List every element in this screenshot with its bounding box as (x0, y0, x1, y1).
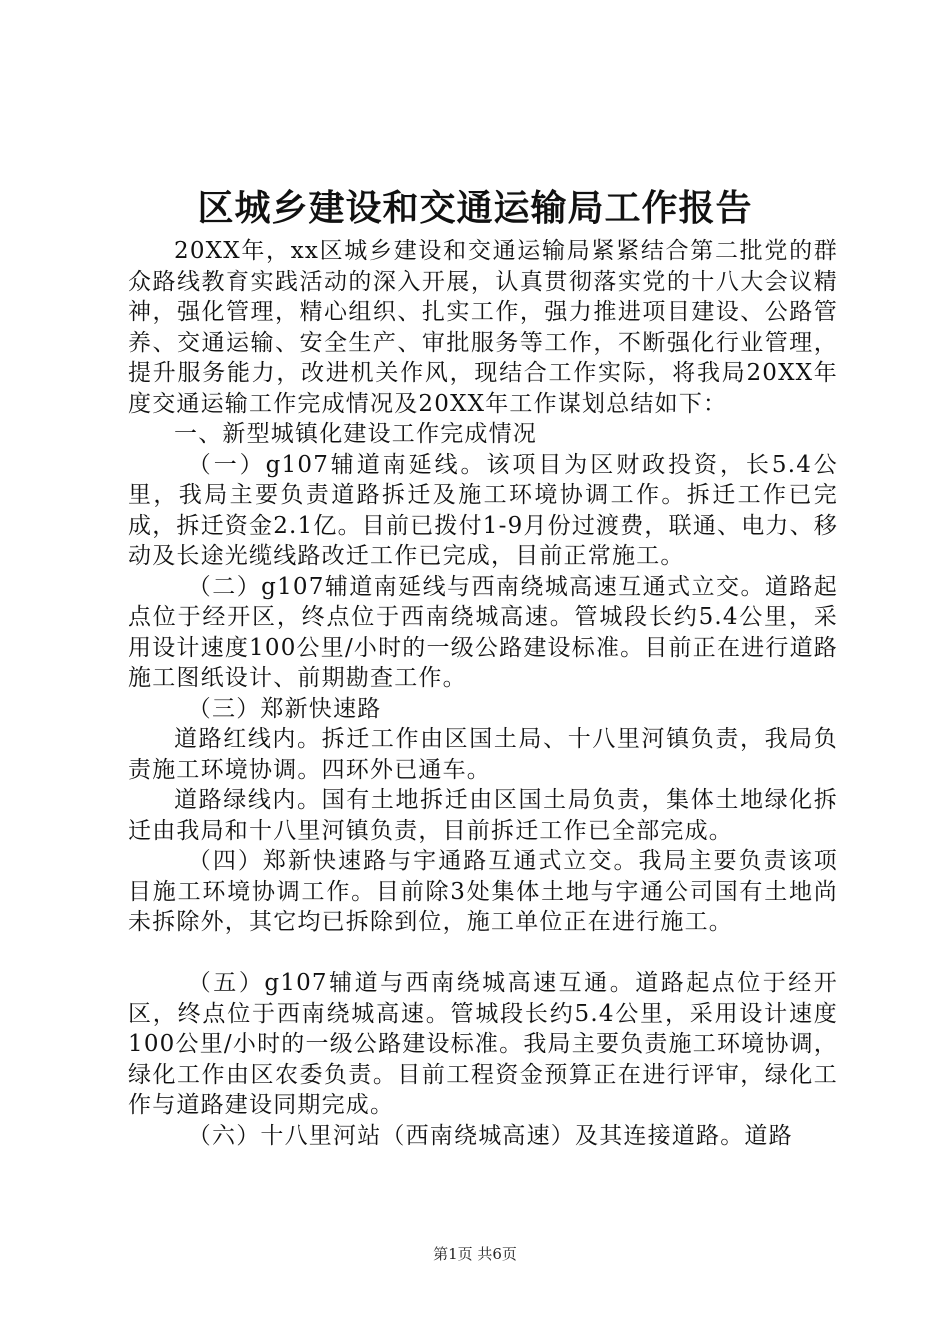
paragraph-item-4: （四）郑新快速路与宇通路互通式立交。我局主要负责该项目施工环境协调工作。目前除3处集体土地与宇通公司国有土地尚未拆除外，其它均已拆除到位，施工单位正在进行施工。 (128, 848, 838, 935)
document-body (128, 236, 838, 1151)
paragraph-item-6: （六）十八里河站（西南绕城高速）及其连接道路。道路 (187, 1122, 793, 1149)
paragraph-item-1: （一）g107辅道南延线。该项目为区财政投资，长5.4公里，我局主要负责道路拆迁及施工环境协调工作。拆迁工作已完成，拆迁资金2.1亿。目前已拨付1-9月份过渡费，联通、电力、移动及长途光缆线路改迁工作已完成，目前正常施工。 (128, 451, 839, 569)
paragraph-green-line: 道路绿线内。国有土地拆迁由区国土局负责，集体土地绿化拆迁由我局和十八里河镇负责，目前拆迁工作已全部完成。 (128, 787, 838, 844)
page-footer: 第1页 共6页 (433, 1245, 517, 1263)
document-title: 区城乡建设和交通运输局工作报告 (197, 187, 753, 229)
paragraph-item-2: （二）g107辅道南延线与西南绕城高速互通式立交。道路起点位于经开区，终点位于西南绕城高速。管城段长约5.4公里，采用设计速度100公里/小时的一级公路建设标准。目前正在进行道路施工图纸设计、前期勘查工作。 (128, 573, 838, 691)
paragraph-red-line: 道路红线内。拆迁工作由区国土局、十八里河镇负责，我局负责施工环境协调。四环外已通车。 (128, 726, 838, 783)
section-heading-1: 一、新型城镇化建设工作完成情况 (174, 421, 537, 447)
paragraph-item-3-heading: （三）郑新快速路 (187, 695, 382, 722)
paragraph-item-5: （五）g107辅道与西南绕城高速互通。道路起点位于经开区，终点位于西南绕城高速。管城段长约5.4公里，采用设计速度100公里/小时的一级公路建设标准。我局主要负责施工环境协调，绿化工作由区农委负责。目前工程资金预算正在进行评审，绿化工作与道路建设同期完成。 (128, 970, 838, 1118)
paragraph-intro: 20XX年，xx区城乡建设和交通运输局紧紧结合第二批党的群众路线教育实践活动的深入开展，认真贯彻落实党的十八大会议精神，强化管理，精心组织、扎实工作，强力推进项目建设、公路管养、交通运输、安全生产、审批服务等工作，不断强化行业管理，提升服务能力，改进机关作风，现结合工作实际，将我局20XX年度交通运输工作完成情况及20XX年工作谋划总结如下： (128, 238, 838, 417)
